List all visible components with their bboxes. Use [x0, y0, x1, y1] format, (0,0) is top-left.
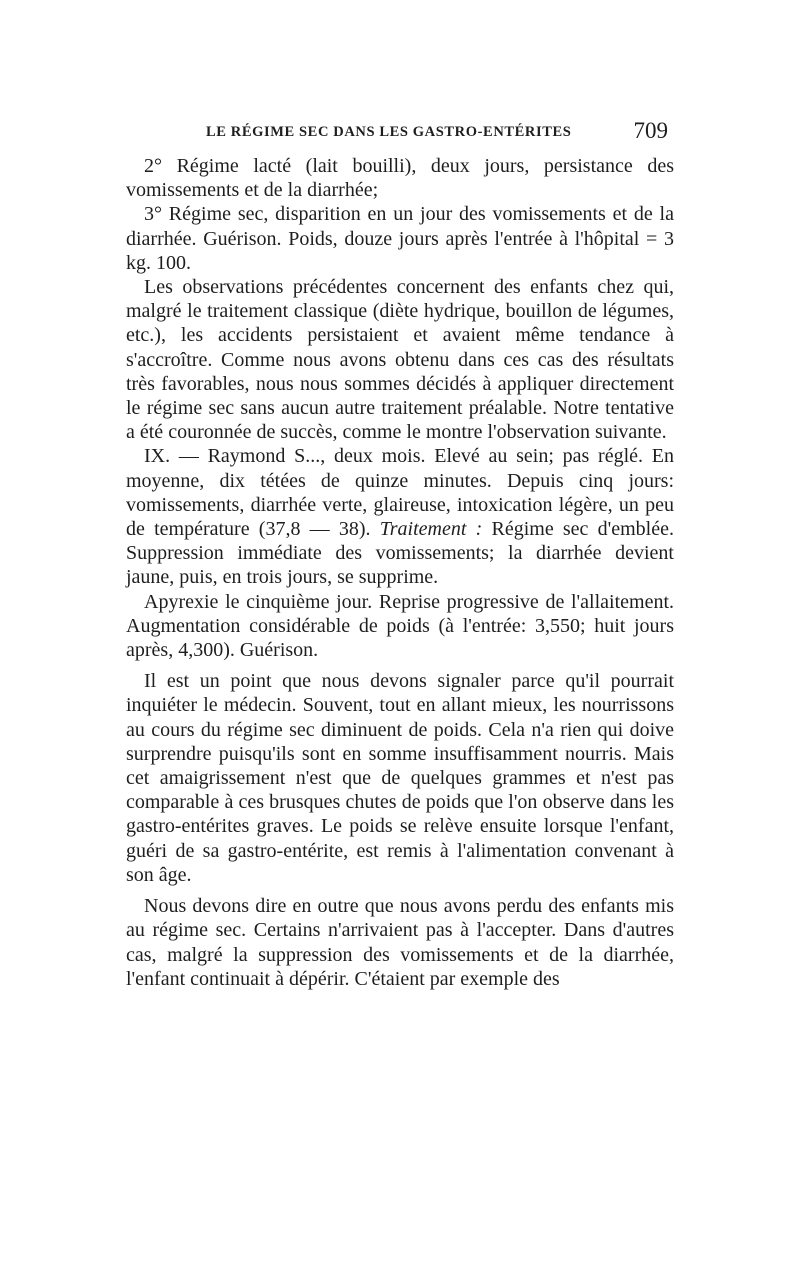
paragraph-regime-sec: 3° Régime sec, disparition en un jour des vomissements et de la diarrhée. Guérison. Poids, douze jours après l'entrée à l'hôpital = 3 kg. 100. [126, 203, 674, 274]
observation-ix-text-end: Régime sec d'emblée. Suppression immédiate des vomissements; la diarrhée devient jaune, puis, en trois jours, se supprime. [126, 518, 674, 589]
page-number: 709 [633, 118, 668, 143]
paragraph-observation-ix [126, 444, 674, 589]
paragraph-observations: Les observations précédentes concernent des enfants chez qui, malgré le traitement classique (diète hydrique, bouillon de légumes, etc.), les accidents persistaient et avaient même tendance à s'accroître. Comme nous avons obtenu dans ces cas des résultats très favorables, nous nous sommes décidés à appliquer directement le régime sec sans aucun autre traitement préalable. Notre tentative a été couronnée de succès, comme le montre l'observation suivante. [126, 276, 674, 444]
paragraph-regime-lacte: 2° Régime lacté (lait bouilli), deux jours, persistance des vomissements et de la diarrhée; [126, 155, 674, 202]
observation-ix-text: IX. — Raymond S..., deux mois. Elevé au sein; pas réglé. En moyenne, dix tétées de quinze minutes. Depuis cinq jours: vomissements, diarrhée verte, glaireuse, intoxication légère, un peu de température (37,8 — 38). [126, 445, 674, 541]
paragraph-apyrexie: Apyrexie le cinquième jour. Reprise progressive de l'allaitement. Augmentation considérable de poids (à l'entrée: 3,550; huit jours après, 4,300). Guérison. [126, 590, 674, 662]
running-header [120, 118, 680, 148]
running-title: LE RÉGIME SEC DANS LES GASTRO-ENTÉRITES [206, 124, 572, 140]
observation-ix-italic: Traitement : [379, 518, 483, 541]
body-text [126, 154, 674, 991]
paragraph-poids: Il est un point que nous devons signaler parce qu'il pourrait inquiéter le médecin. Souvent, tout en allant mieux, les nourrissons au cours du régime sec diminuent de poids. Cela n'a rien qui doive surprendre puisqu'ils sont en somme insuffisamment nourris. Mais cet amaigrissement n'est que de quelques grammes et n'est pas comparable à ces brusques chutes de poids que l'on observe dans les gastro-entérites graves. Le poids se relève ensuite lorsque l'enfant, guéri de sa gastro-entérite, est remis à l'alimentation convenant à son âge. [126, 670, 674, 886]
paragraph-enfants-perdus: Nous devons dire en outre que nous avons perdu des enfants mis au régime sec. Certains n'arrivaient pas à l'accepter. Dans d'autres cas, malgré la suppression des vomissements et de la diarrhée, l'enfant continuait à dépérir. C'étaient par exemple des [126, 895, 674, 990]
